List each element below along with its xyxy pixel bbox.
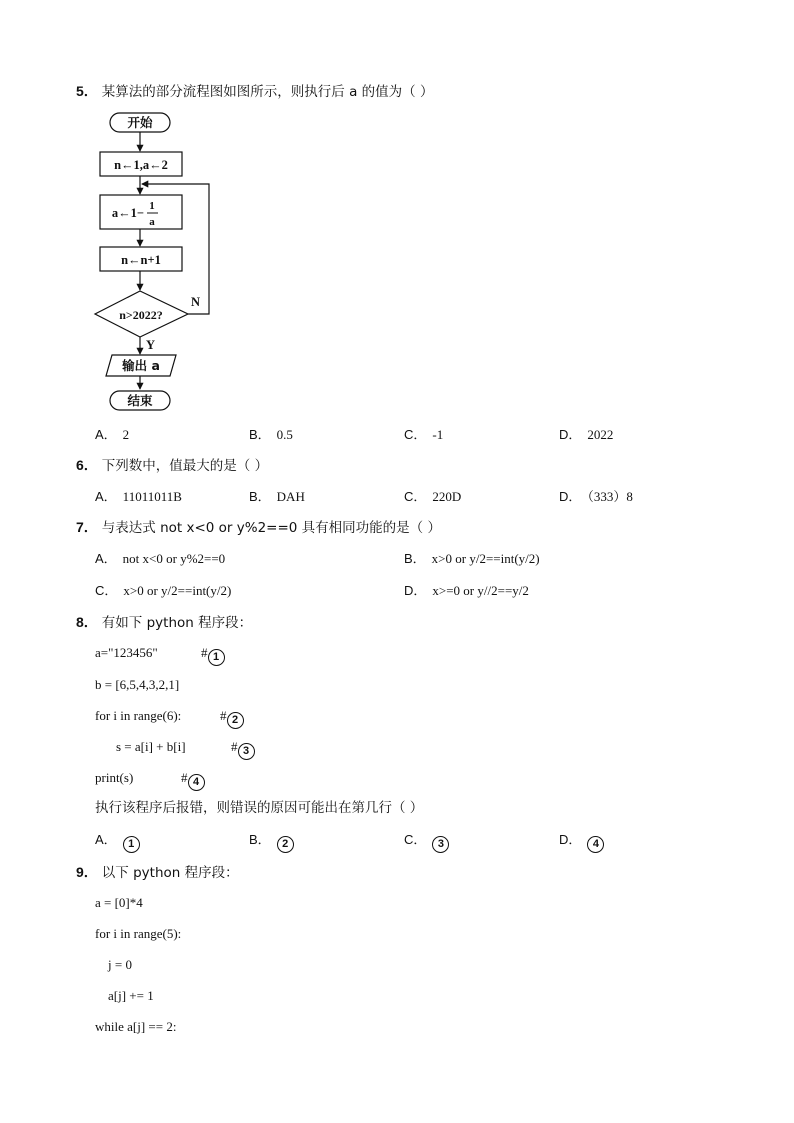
circle-marker: 4 xyxy=(587,836,604,853)
q8-option-b[interactable]: B． 2 xyxy=(249,831,294,853)
q7-option-d[interactable]: D． x>=0 or y//2==y/2 xyxy=(404,583,529,598)
question-number: 8． xyxy=(76,614,98,630)
q6-option-c[interactable]: C． 220D xyxy=(404,489,462,504)
circle-marker: 3 xyxy=(432,836,449,853)
code-line-4-comment: # 3 xyxy=(231,738,255,760)
flow-condition-label: n>2022? xyxy=(119,308,163,322)
circle-marker: 1 xyxy=(123,836,140,853)
code-line-3-comment: # 2 xyxy=(220,707,244,729)
code-line-4: s = a[i] + b[i] xyxy=(116,739,186,754)
code-line-5: print(s) xyxy=(95,770,134,785)
q9-code-line-2: for i in range(5): xyxy=(95,926,182,941)
question-8 xyxy=(76,613,252,633)
question-number: 5． xyxy=(76,83,98,99)
q5-option-d[interactable]: D． 2022 xyxy=(559,427,614,442)
code-line-2: b = [6,5,4,3,2,1] xyxy=(95,677,180,692)
question-8-prompt: 执行该程序后报错，则错误的原因可能出在第几行（ ） xyxy=(95,800,424,816)
flow-end-label: 结束 xyxy=(127,393,153,408)
question-text: 下列数中，值最大的是（ ） xyxy=(101,458,269,474)
q9-code-line-4: a[j] += 1 xyxy=(108,988,154,1003)
q9-code-line-1: a = [0]*4 xyxy=(95,895,143,910)
q8-option-d[interactable]: D． 4 xyxy=(559,831,604,853)
q7-option-b[interactable]: B． x>0 or y/2==int(y/2) xyxy=(404,551,540,566)
code-line-3: for i in range(6): xyxy=(95,708,182,723)
q5-option-c[interactable]: C． -1 xyxy=(404,427,444,442)
flow-init-label: n←1,a←2 xyxy=(114,158,168,172)
q7-option-a[interactable]: A． not x<0 or y%2==0 xyxy=(95,551,226,566)
flow-yes-label: Y xyxy=(146,338,156,352)
flowchart xyxy=(90,108,220,418)
q5-option-b[interactable]: B． 0.5 xyxy=(249,427,293,442)
q7-option-c[interactable]: C． x>0 or y/2==int(y/2) xyxy=(95,583,232,598)
question-number: 6． xyxy=(76,457,98,473)
flow-output-label: 输出 a xyxy=(122,358,160,373)
circle-marker: 2 xyxy=(227,712,244,729)
q6-option-a[interactable]: A． 11011011B xyxy=(95,489,182,504)
question-5 xyxy=(76,82,433,102)
q6-option-b[interactable]: B． DAH xyxy=(249,489,305,504)
code-line-5-comment: # 4 xyxy=(181,769,205,791)
question-text: 以下 python 程序段： xyxy=(101,865,239,881)
flow-assign-label: a←1− xyxy=(111,206,144,220)
q9-code-line-5: while a[j] == 2: xyxy=(95,1019,177,1034)
question-9 xyxy=(76,863,239,883)
flow-increment-label: n←n+1 xyxy=(121,253,161,267)
flow-frac-denominator: a xyxy=(149,216,155,228)
circle-marker: 4 xyxy=(188,774,205,791)
question-number: 7． xyxy=(76,519,98,535)
flow-frac-numerator: 1 xyxy=(149,200,155,212)
q6-option-d[interactable]: D． （333）8 xyxy=(559,489,633,504)
flow-start-label: 开始 xyxy=(127,115,153,130)
q8-option-c[interactable]: C． 3 xyxy=(404,831,449,853)
q8-option-a[interactable]: A． 1 xyxy=(95,831,140,853)
circle-marker: 2 xyxy=(277,836,294,853)
q5-option-a[interactable]: A． 2 xyxy=(95,427,130,442)
question-7 xyxy=(76,518,441,538)
question-text: 有如下 python 程序段： xyxy=(101,615,253,631)
code-line-1-comment: # 1 xyxy=(201,644,225,666)
flow-no-label: N xyxy=(191,295,201,309)
circle-marker: 3 xyxy=(238,743,255,760)
question-text: 某算法的部分流程图如图所示，则执行后 a 的值为（ ） xyxy=(101,84,434,100)
question-6 xyxy=(76,456,268,476)
q9-code-line-3: j = 0 xyxy=(108,957,132,972)
code-line-1: a="123456" xyxy=(95,645,158,660)
question-number: 9． xyxy=(76,864,98,880)
question-text: 与表达式 not x<0 or y%2==0 具有相同功能的是（ ） xyxy=(101,520,441,536)
circle-marker: 1 xyxy=(208,649,225,666)
